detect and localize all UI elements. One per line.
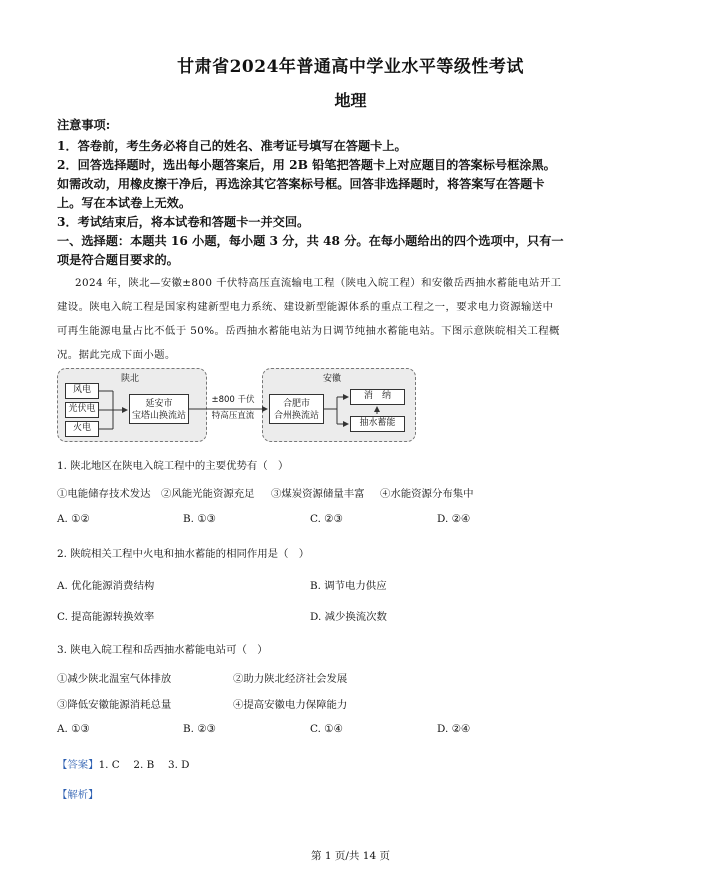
option-c[interactable]: C. ①④ [310,723,343,735]
statement: ②风能光能资源充足 [161,488,255,500]
hefei-station-line: 合州换流站 [273,411,319,421]
option-b[interactable]: B. ①③ [183,513,216,525]
power-transmission-diagram [57,364,417,444]
notice-line: 1．答卷前，考生务必将自己的姓名、准考证号填写在答题卡上。 [57,139,407,153]
section-heading: 项是符合题目要求的。 [57,253,179,267]
passage-line: 可再生能源电量占比不低于 50%。岳西抽水蓄能电站为日调节纯抽水蓄能电站。下图示意陕皖相关工程概 [57,325,560,337]
option-d[interactable]: D. ②④ [437,513,471,525]
option-a[interactable]: A. ①③ [57,723,90,735]
passage-line: 况。据此完成下面小题。 [57,349,176,361]
yanan-station-line: 延安市 [145,399,173,409]
statement: ②助力陕北经济社会发展 [233,673,348,685]
passage-line: 2024 年，陕北—安徽±800 千伏特高压直流输电工程（陕电入皖工程）和安徽岳西抽水蓄能电站开工 [75,277,562,289]
hefei-station-line: 合肥市 [282,399,310,409]
option-b[interactable]: B. ②③ [183,723,216,735]
page-number: 第 1 页/共 14 页 [311,850,390,862]
notice-line: 3．考试结束后，将本试卷和答题卡一并交回。 [57,215,310,229]
subject-title: 地理 [334,91,367,110]
analysis-tag: 【解析】 [57,789,99,801]
notice-line: 如需改动，用橡皮擦干净后，再选涂其它答案标号框。回答非选择题时，将答案写在答题卡 [57,177,545,191]
source-thermal: 火电 [65,421,99,437]
option-c[interactable]: C. ②③ [310,513,343,525]
notice-line: 2．回答选择题时，选出每小题答案后，用 2B 铅笔把答题卡上对应题目的答案标号框涂黑。 [57,158,556,172]
answer-text: 1. C 2. B 3. D [98,759,190,771]
statement: ③煤炭资源储量丰富 [271,488,365,500]
statement: ④提高安徽电力保障能力 [233,699,348,711]
diagram-arrows [57,364,417,444]
source-solar: 光伏电 [65,402,99,418]
yanan-station-line: 宝塔山换流站 [131,411,186,421]
statement: ①减少陕北温室气体排放 [57,673,172,685]
exam-title: 甘肃省2024年普通高中学业水平等级性考试 [177,57,524,77]
option-c[interactable]: C. 提高能源转换效率 [57,611,155,623]
option-d[interactable]: D. ②④ [437,723,471,735]
notice-heading: 注意事项: [57,118,111,132]
question-stem: 3. 陕电入皖工程和岳西抽水蓄能电站可（ ） [57,644,268,656]
option-a[interactable]: A. ①② [57,513,90,525]
answer-line [57,756,190,771]
option-a[interactable]: A. 优化能源消费结构 [57,580,155,592]
statement: ①电能储存技术发达 [57,488,151,500]
passage-line: 建设。陕电入皖工程是国家构建新型电力系统、建设新型能源体系的重点工程之一，要求电力资源输送中 [57,301,554,313]
line-label-type: 特高压直流 [211,411,255,421]
option-d[interactable]: D. 减少换流次数 [310,611,387,623]
option-b[interactable]: B. 调节电力供应 [310,580,387,592]
question-stem: 1. 陕北地区在陕电入皖工程中的主要优势有（ ） [57,460,289,472]
anhui-label: 安徽 [323,374,342,384]
notice-line: 上。写在本试卷上无效。 [57,196,192,210]
statement: ④水能资源分布集中 [380,488,474,500]
answer-tag: 【答案】 [57,759,99,771]
consume-box: 消 纳 [350,389,405,405]
statement: ③降低安徽能源消耗总量 [57,699,172,711]
line-label-voltage: ±800 千伏 [211,395,255,405]
section-heading: 一、选择题：本题共 16 小题，每小题 3 分，共 48 分。在每小题给出的四个选项中，只有一 [57,234,564,248]
pumped-storage-box: 抽水蓄能 [350,416,405,432]
source-wind: 风电 [65,383,99,399]
question-stem: 2. 陕皖相关工程中火电和抽水蓄能的相同作用是（ ） [57,548,310,560]
shaanbei-label: 陕北 [121,374,140,384]
